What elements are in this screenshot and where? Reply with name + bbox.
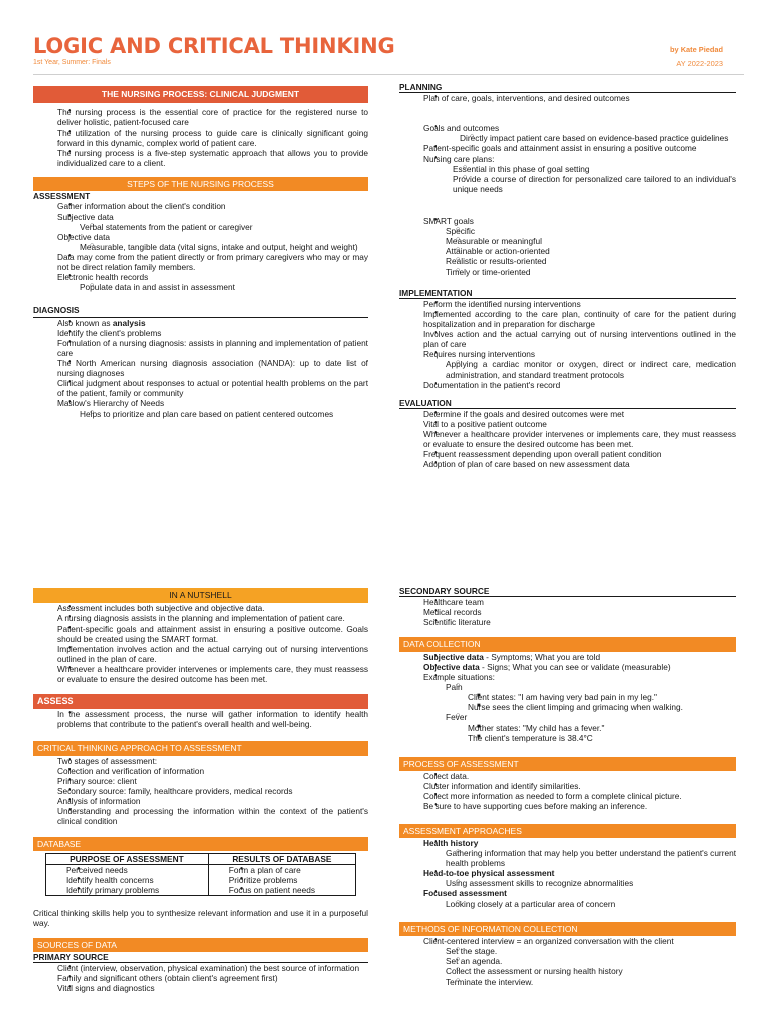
results-cell [208,865,355,896]
list-item: ○ Set an agenda. [446,956,736,966]
subjective-label: Subjective data [423,651,484,662]
list-item [57,212,368,232]
list-item [423,672,736,743]
list-item: ● Implemented according to the care plan, continuity of care for the patient during hospitalization and in preparation for discharge [423,309,736,329]
list-item [423,662,736,672]
assessment-list [33,201,368,292]
database-heading: DATABASE [33,837,368,851]
list-item: ● Vital signs and diagnostics [57,983,368,993]
list-item: ● Analysis of information [57,796,368,806]
list-item-text: Electronic health records [57,272,149,283]
implementation-heading: IMPLEMENTATION [399,288,736,299]
list-item: ● Identify health concerns [66,875,208,885]
list-item [423,349,736,379]
data-collection-heading: DATA COLLECTION [399,637,736,651]
list-item-text: - Signs; What you can see or validate (measurable) [479,661,671,672]
list-item: ● Assessment includes both subjective and objective data. [57,603,368,613]
list-item: ● Identify the client's problems [57,328,368,338]
list-item: ○ Set the stage. [446,946,736,956]
top-right-column [399,82,736,470]
list-item: ■ Nurse sees the client limping and grimacing when walking. [468,702,736,712]
list-item-text: Requires nursing interventions [423,349,536,360]
smart-goals-list [423,226,736,277]
document-title: LOGIC AND CRITICAL THINKING [33,34,395,58]
nursing-process-list [33,107,368,168]
list-item: ● In the assessment process, the nurse will gather information to identify health problems that contribute to the patient's overall health and well-being. [57,709,368,729]
database-table [45,853,356,896]
methods-list [399,936,736,987]
header-divider [33,74,744,75]
steps-heading: STEPS OF THE NURSING PROCESS [33,177,368,191]
methods-heading: METHODS OF INFORMATION COLLECTION [399,922,736,936]
assessment-heading: ASSESSMENT [33,191,91,202]
list-item: ● Client (interview, observation, physical examination) the best source of information [57,963,368,973]
critical-thinking-heading: CRITICAL THINKING APPROACH TO ASSESSMENT [33,741,368,755]
list-item [423,868,736,888]
sources-heading: SOURCES OF DATA [33,938,368,952]
list-item: ● Cluster information and identify similarities. [423,781,736,791]
author-label: by Kate Piedad [670,45,723,54]
analysis-term: analysis [112,317,146,328]
list-item: ○ Realistic or results-oriented [446,256,736,266]
document-subtitle: 1st Year, Summer: Finals [33,59,111,66]
list-item-text: Health history [423,837,479,848]
bottom-right-column [399,586,736,987]
list-item: ○ Timely or time-oriented [446,267,736,277]
approaches-list [399,838,736,909]
list-item: ■ The client's temperature is 38.4°C [468,733,736,743]
list-item: ● Frequent reassessment depending upon overall patient condition [423,449,736,459]
list-item: ● Whenever a healthcare provider intervenes or implements care, they must reassess or evaluate to ensure the desired outcome has been met. [423,429,736,449]
list-item [423,888,736,908]
list-item: ● Family and significant others (obtain client's agreement first) [57,973,368,983]
data-collection-list [399,652,736,743]
list-item-text: Objective data [57,231,111,242]
objective-label: Objective data [423,661,480,672]
list-item: ○ Verbal statements from the patient or caregiver [80,222,368,232]
list-item: ○ Measurable, tangible data (vital signs, intake and output, height and weight) [80,242,368,252]
nutshell-heading: IN A NUTSHELL [33,588,368,603]
list-item [57,398,368,418]
list-item: ● The nursing process is a five-step systematic approach that allows you to provide individualized care to a client. [57,148,368,168]
list-item: ○ Specific [446,226,736,236]
list-item: ● Collection and verification of information [57,766,368,776]
list-item: ● Data may come from the patient directly or from primary caregivers who may or may not be direct relation family members. [57,252,368,272]
list-item [423,838,736,868]
list-item: ● Patient-specific goals and attainment assist in ensuring a positive outcome. Goals should be created using the SMART format. [57,624,368,644]
database-table-wrap [33,851,368,896]
list-item: ● Involves action and the actual carrying out of nursing interventions outlined in the plan of care [423,329,736,349]
list-item-text: Goals and outcomes [423,123,500,134]
planning-list [399,93,736,277]
purpose-cell [46,865,209,896]
purpose-column-header: PURPOSE OF ASSESSMENT [46,853,209,864]
process-of-assessment-heading: PROCESS OF ASSESSMENT [399,757,736,771]
list-item: ○ Directly impact patient care based on evidence-based practice guidelines [460,133,736,143]
evaluation-heading: EVALUATION [399,398,736,409]
list-item: ● Healthcare team [423,597,736,607]
list-item-text: Maslow's Hierarchy of Needs [57,398,165,409]
list-item: ○ Terminate the interview. [446,977,736,987]
list-item: ● Prioritize problems [229,875,355,885]
list-item: ● Patient-specific goals and attainment assist in ensuring a positive outcome [423,143,736,153]
list-item: ■ Client states: "I am having very bad pain in my leg." [468,692,736,702]
list-item-text: Focused assessment [423,888,507,899]
list-item: ○ Collect the assessment or nursing health history [446,966,736,976]
assess-heading: ASSESS [33,694,368,709]
list-item: ● Scientific literature [423,617,736,627]
list-item: ● Focus on patient needs [229,885,355,895]
assessment-approaches-heading: ASSESSMENT APPROACHES [399,824,736,838]
list-item: ● Perform the identified nursing interventions [423,299,736,309]
evaluation-list [399,409,736,470]
list-item: ○ Attainable or action-oriented [446,246,736,256]
top-left-column [33,86,368,419]
primary-source-list [33,962,368,993]
list-item: ● Gather information about the client's condition [57,201,368,211]
list-item: ○ Helps to prioritize and plan care based on patient centered outcomes [80,409,368,419]
list-item-text: Pain [446,682,463,693]
database-note: Critical thinking skills help you to synthesize relevant information and use it in a purposeful way. [33,908,368,929]
list-item-text: Also known as [57,317,113,328]
list-item: ● Collect more information as needed to form a complete clinical picture. [423,791,736,801]
list-item: ○ Looking closely at a particular area of concern [446,899,736,909]
list-item: ● Documentation in the patient's record [423,380,736,390]
list-item: ● Form a plan of care [229,865,355,875]
critical-thinking-list [33,756,368,827]
list-item: ● Understanding and processing the information within the context of the patient's clinical condition [57,806,368,826]
list-item: ○ Gathering information that may help you better understand the patient's current health problems [446,848,736,868]
list-item: ○ Using assessment skills to recognize abnormalities [446,878,736,888]
secondary-source-list [399,597,736,627]
list-item: ● A nursing diagnosis assists in the planning and implementation of patient care. [57,613,368,623]
list-item: ● Adoption of plan of care based on new assessment data [423,459,736,469]
list-item: ● The nursing process is the essential core of practice for the registered nurse to deliver holistic, patient-focused care [57,107,368,127]
list-item [446,682,736,712]
list-item [423,216,736,277]
list-item [57,232,368,252]
list-item-text: Client-centered interview = an organized conversation with the client [423,936,674,947]
implementation-list [399,299,736,390]
list-item-text: Subjective data [57,211,114,222]
list-item-text: Nursing care plans: [423,153,495,164]
list-item: ○ Populate data in and assist in assessment [80,282,368,292]
diagnosis-list [33,317,368,419]
list-item: ● Clinical judgment about responses to actual or potential health problems on the part of the patient, family or community [57,378,368,398]
planning-heading: PLANNING [399,82,736,93]
list-item: ● Vital to a positive patient outcome [423,419,736,429]
list-item: ● Two stages of assessment: [57,756,368,766]
list-item [423,652,736,662]
list-item: ● Identify primary problems [66,885,208,895]
list-item: ○ Provide a course of direction for personalized care tailored to an individual's unique needs [453,174,736,194]
list-item: ○ Measurable or meaningful [446,236,736,246]
diagnosis-heading: DIAGNOSIS [33,305,80,316]
list-item: ● Determine if the goals and desired outcomes were met [423,409,736,419]
list-item-text: Example situations: [423,672,495,683]
results-column-header: RESULTS OF DATABASE [208,853,355,864]
list-item: ■ Mother states: "My child has a fever." [468,723,736,733]
list-item: ● The North American nursing diagnosis association (NANDA): up to date list of nursing diagnoses [57,358,368,378]
list-item [423,154,736,194]
list-item: ○ Essential in this phase of goal setting [453,164,736,174]
list-item: ● Implementation involves action and the actual carrying out of nursing interventions outlined in the plan of care. [57,644,368,664]
secondary-source-heading: SECONDARY SOURCE [399,586,736,597]
primary-source-heading: PRIMARY SOURCE [33,951,109,962]
academic-year-label: AY 2022-2023 [676,59,723,68]
list-item-text: SMART goals [423,215,474,226]
list-item: ● Primary source: client [57,776,368,786]
list-item: ● Medical records [423,607,736,617]
list-item-text: Fever [446,712,468,723]
list-item: ● Be sure to have supporting cues before making an inference. [423,801,736,811]
list-item [57,272,368,292]
bottom-left-column [33,588,368,993]
list-item-text: Head-to-toe physical assessment [423,868,555,879]
list-item: ● Collect data. [423,771,736,781]
process-list [399,771,736,811]
list-item: ● Formulation of a nursing diagnosis: assists in planning and implementation of patient care [57,338,368,358]
list-item [446,712,736,742]
list-item: ● Plan of care, goals, interventions, and desired outcomes [423,93,736,103]
list-item: ● Secondary source: family, healthcare providers, medical records [57,786,368,796]
list-item [423,936,736,987]
list-item [423,123,736,143]
list-item: ● Whenever a healthcare provider intervenes or implements care, they must reassess or evaluate to ensure the desired outcome has been met. [57,664,368,684]
assess-list [33,709,368,729]
list-item [57,318,368,328]
list-item: ○ Applying a cardiac monitor or oxygen, direct or indirect care, medication administration, and standard treatment protocols [446,359,736,379]
list-item: ● Perceived needs [66,865,208,875]
list-item-text: - Symptoms; What you are told [483,651,601,662]
nursing-process-heading: THE NURSING PROCESS: CLINICAL JUDGMENT [33,86,368,103]
list-item: ● The utilization of the nursing process to guide care is clinically significant going forward in this dynamic, complex world of patient care. [57,128,368,148]
nutshell-list [33,603,368,684]
